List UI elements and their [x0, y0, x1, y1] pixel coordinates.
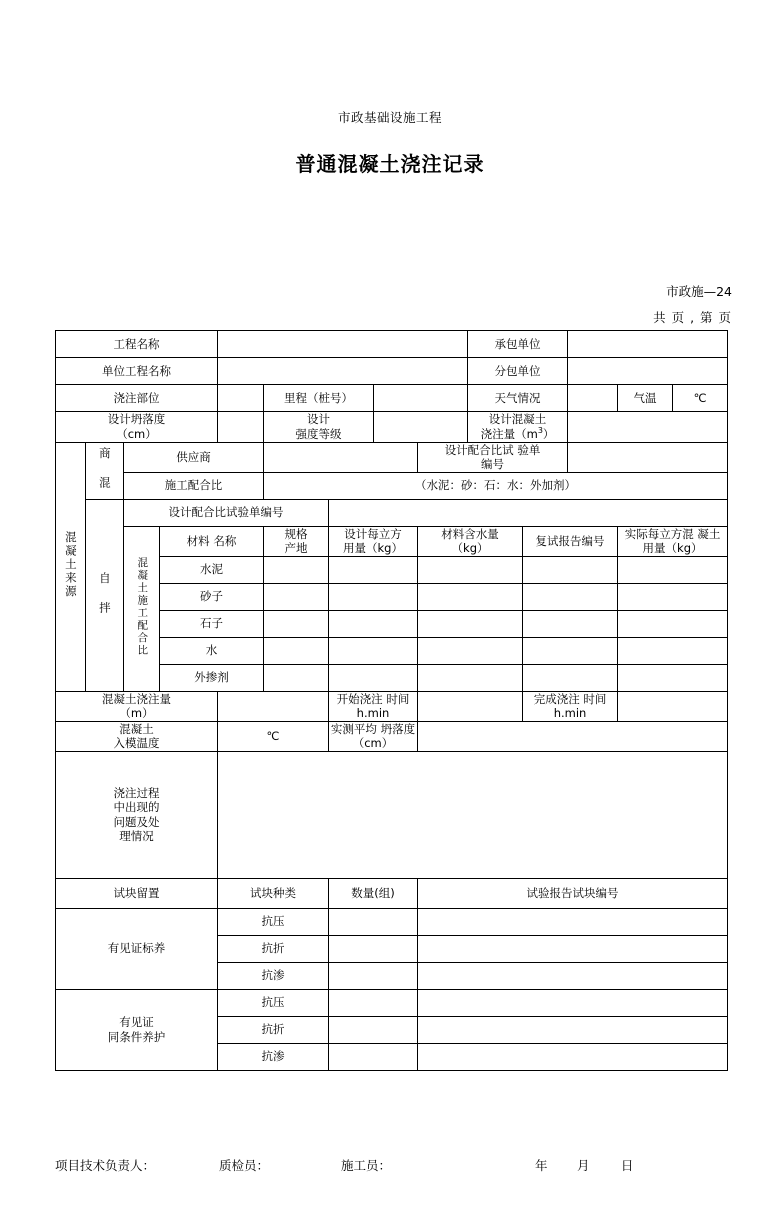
cell-design-per-m3[interactable]: [329, 610, 418, 637]
cell-moisture[interactable]: [418, 610, 523, 637]
col-moisture-line2: （kg）: [451, 541, 489, 556]
label-tech-lead: 项目技术负责人：: [55, 1158, 156, 1173]
label-pour-part: 浇注部位: [56, 385, 218, 412]
label-pour-volume-line2: （m）: [119, 706, 154, 721]
label-self-mix: 自 拌: [86, 499, 124, 691]
signature-row: [55, 1156, 727, 1174]
label-design-volume-line2: 浇注量$(m^3)$: [480, 426, 555, 442]
col-spec-origin-line1: 规格: [284, 526, 308, 541]
col-design-per-m3: [329, 526, 418, 556]
value-pour-part[interactable]: [218, 385, 264, 412]
label-unit-project-name: 单位工程名称: [56, 358, 218, 385]
cell-retest-no[interactable]: [523, 556, 618, 583]
label-witness-standard-curing: 有见证标养: [56, 908, 218, 989]
label-problems-line1: 浇注过程: [113, 785, 160, 800]
table-row: [56, 442, 728, 472]
col-sample-qty: 数量(组): [329, 878, 418, 908]
label-mix-design-sheet-no-line1: 设计配合比试 验单: [444, 442, 541, 457]
material-name-sand: 砂子: [160, 583, 264, 610]
label-design-slump-line2: （cm）: [116, 426, 157, 441]
table-row: [56, 526, 728, 556]
label-design-volume-line1: 设计混凝土: [488, 412, 547, 426]
label-sample-keep: 试块留置: [56, 878, 218, 908]
label-pour-volume-line1: 混凝土浇注量: [102, 691, 171, 706]
cell-design-per-m3[interactable]: [329, 664, 418, 691]
cell-retest-no[interactable]: [523, 664, 618, 691]
cell-sample-qty[interactable]: [329, 962, 418, 989]
form-code: 市政施—24: [666, 284, 732, 299]
label-commercial-concrete: 商 混: [86, 442, 124, 499]
table-row: [56, 331, 728, 358]
value-finish-time[interactable]: [618, 691, 728, 721]
table-row: [56, 691, 728, 721]
cell-retest-no[interactable]: [523, 610, 618, 637]
value-start-time[interactable]: [418, 691, 523, 721]
label-mix-ratio-note: （水泥：砂：石：水：外加剂）: [264, 472, 728, 499]
cell-sample-qty[interactable]: [329, 1043, 418, 1070]
value-problems[interactable]: [218, 751, 728, 878]
label-start-time-line2: h.min: [356, 706, 390, 721]
col-material-name: 材料 名称: [160, 526, 264, 556]
label-start-time-line1: 开始浇注 时间: [336, 691, 410, 706]
label-project-name: 工程名称: [56, 331, 218, 358]
cell-sample-qty[interactable]: [329, 935, 418, 962]
col-actual-per-m3: [618, 526, 728, 556]
cell-actual-per-m3[interactable]: [618, 610, 728, 637]
label-subcontractor: 分包单位: [468, 358, 568, 385]
value-design-mix-test-no[interactable]: [329, 499, 728, 526]
cell-moisture[interactable]: [418, 556, 523, 583]
col-spec-origin: [264, 526, 329, 556]
col-spec-origin-line2: 产地: [284, 541, 308, 556]
value-supplier[interactable]: [264, 442, 418, 472]
col-sample-report-no: 试验报告试块编号: [418, 878, 728, 908]
cell-sample-qty[interactable]: [329, 1016, 418, 1043]
label-witness-same-line1: 有见证: [119, 1015, 154, 1030]
label-witness-same-line2: 同条件养护: [107, 1029, 166, 1044]
page-count: 共 页 , 第 页: [653, 310, 732, 325]
label-design-strength-line1: 设计: [307, 412, 330, 427]
cell-design-per-m3[interactable]: [329, 583, 418, 610]
cell-sample-report-no[interactable]: [418, 989, 728, 1016]
col-design-per-m3-line1: 设计每立方: [344, 526, 402, 541]
value-project-name[interactable]: [218, 331, 468, 358]
cell-moisture[interactable]: [418, 664, 523, 691]
label-month: 月: [576, 1158, 590, 1173]
label-problems-line2: 中出现的: [113, 800, 160, 815]
table-row: [56, 499, 728, 526]
cell-sample-qty[interactable]: [329, 908, 418, 935]
label-design-slump-line1: 设计坍落度: [107, 412, 166, 427]
sample-item-compression: 抗压: [218, 989, 329, 1016]
label-mold-temp-line1: 混凝土: [119, 721, 154, 736]
table-row: [56, 989, 728, 1016]
cell-sample-report-no[interactable]: [418, 962, 728, 989]
material-name-cement: 水泥: [160, 556, 264, 583]
label-mileage: 里程（桩号）: [264, 385, 374, 412]
document-subtitle: 市政基础设施工程: [337, 110, 442, 125]
table-row: [56, 385, 728, 412]
table-row: [56, 472, 728, 499]
col-retest-no: 复试报告编号: [523, 526, 618, 556]
label-design-mix-test-no: 设计配合比试验单编号: [124, 499, 329, 526]
label-problems-line4: 理情况: [119, 828, 154, 843]
col-moisture-line1: 材料含水量: [441, 526, 499, 541]
unit-superscript: 3: [537, 426, 543, 436]
document-page: [0, 108, 780, 1211]
label-design-strength-line2: 强度等级: [295, 426, 342, 441]
value-unit-project-name[interactable]: [218, 358, 468, 385]
table-row: [56, 751, 728, 878]
value-mix-design-sheet-no[interactable]: [568, 442, 728, 472]
label-air-temp: 气温: [618, 385, 673, 412]
table-row: [56, 908, 728, 935]
col-actual-per-m3-line2: 用量（kg）: [642, 541, 703, 556]
value-design-volume[interactable]: [568, 412, 728, 443]
value-measured-slump[interactable]: [418, 721, 728, 751]
label-mold-temp-line2: 入模温度: [113, 736, 160, 751]
cell-actual-per-m3[interactable]: [618, 583, 728, 610]
value-pour-volume[interactable]: [218, 691, 329, 721]
label-design-slump: [56, 412, 218, 443]
cell-sample-report-no[interactable]: [418, 908, 728, 935]
material-name-admixture: 外掺剂: [160, 664, 264, 691]
label-mold-temp: [56, 721, 218, 751]
value-contractor[interactable]: [568, 331, 728, 358]
cell-actual-per-m3[interactable]: [618, 637, 728, 664]
label-constructor: 施工员：: [340, 1158, 391, 1173]
cell-retest-no[interactable]: [523, 583, 618, 610]
label-witness-same-condition-curing: [56, 989, 218, 1070]
sample-item-compression: 抗压: [218, 908, 329, 935]
value-mold-temp-unit: ℃: [218, 721, 329, 751]
sample-item-flexural: 抗折: [218, 935, 329, 962]
label-measured-slump-line2: （cm）: [352, 736, 394, 751]
label-problems: [56, 751, 218, 878]
cell-retest-no[interactable]: [523, 637, 618, 664]
label-day: 日: [620, 1158, 634, 1173]
cell-spec-origin[interactable]: [264, 556, 329, 583]
cell-actual-per-m3[interactable]: [618, 664, 728, 691]
table-row: [56, 412, 728, 443]
cell-design-per-m3[interactable]: [329, 637, 418, 664]
sample-item-impermeability: 抗渗: [218, 1043, 329, 1070]
cell-spec-origin[interactable]: [264, 664, 329, 691]
table-row: [56, 721, 728, 751]
label-inspector: 质检员：: [218, 1158, 269, 1173]
label-finish-time-line1: 完成浇注 时间: [533, 691, 607, 706]
label-problems-line3: 问题及处: [113, 814, 160, 829]
sample-item-flexural: 抗折: [218, 1016, 329, 1043]
label-self-mix-ratio: 混凝土施工配合比: [124, 526, 160, 691]
label-year: 年: [534, 1158, 548, 1173]
label-supplier: 供应商: [124, 442, 264, 472]
page-title: 普通混凝土浇注记录: [295, 152, 485, 176]
sample-item-impermeability: 抗渗: [218, 962, 329, 989]
label-weather: 天气情况: [468, 385, 568, 412]
col-actual-per-m3-line1: 实际每立方混 凝土: [624, 526, 721, 541]
label-mix-design-sheet-no-line2: 编号: [481, 457, 505, 472]
value-weather[interactable]: [568, 385, 618, 412]
label-contractor: 承包单位: [468, 331, 568, 358]
cell-sample-qty[interactable]: [329, 989, 418, 1016]
cell-spec-origin[interactable]: [264, 583, 329, 610]
cell-sample-report-no[interactable]: [418, 1043, 728, 1070]
label-pour-volume: [56, 691, 218, 721]
label-finish-time-line2: h.min: [553, 706, 587, 721]
cell-design-per-m3[interactable]: [329, 556, 418, 583]
label-design-volume: [468, 412, 568, 443]
label-mix-design-sheet-no: [418, 442, 568, 472]
value-mileage[interactable]: [374, 385, 468, 412]
value-air-temp-unit: ℃: [673, 385, 728, 412]
cell-actual-per-m3[interactable]: [618, 556, 728, 583]
material-name-water: 水: [160, 637, 264, 664]
label-measured-slump-line1: 实测平均 坍落度: [330, 721, 416, 736]
col-design-per-m3-line2: 用量（kg）: [343, 541, 403, 556]
label-measured-slump: [329, 721, 418, 751]
cell-moisture[interactable]: [418, 583, 523, 610]
record-table: [55, 330, 728, 1071]
cell-sample-report-no[interactable]: [418, 935, 728, 962]
material-name-stone: 石子: [160, 610, 264, 637]
label-finish-time: [523, 691, 618, 721]
cell-moisture[interactable]: [418, 637, 523, 664]
cell-spec-origin[interactable]: [264, 610, 329, 637]
table-row: [56, 358, 728, 385]
label-design-strength: [264, 412, 374, 443]
label-construction-mix: 施工配合比: [124, 472, 264, 499]
table-row: [56, 878, 728, 908]
col-sample-type: 试块种类: [218, 878, 329, 908]
col-moisture: [418, 526, 523, 556]
label-start-time: [329, 691, 418, 721]
cell-sample-report-no[interactable]: [418, 1016, 728, 1043]
value-design-slump[interactable]: [218, 412, 264, 443]
label-concrete-source: 混凝土来源: [56, 442, 86, 691]
value-subcontractor[interactable]: [568, 358, 728, 385]
value-design-strength[interactable]: [374, 412, 468, 443]
cell-spec-origin[interactable]: [264, 637, 329, 664]
